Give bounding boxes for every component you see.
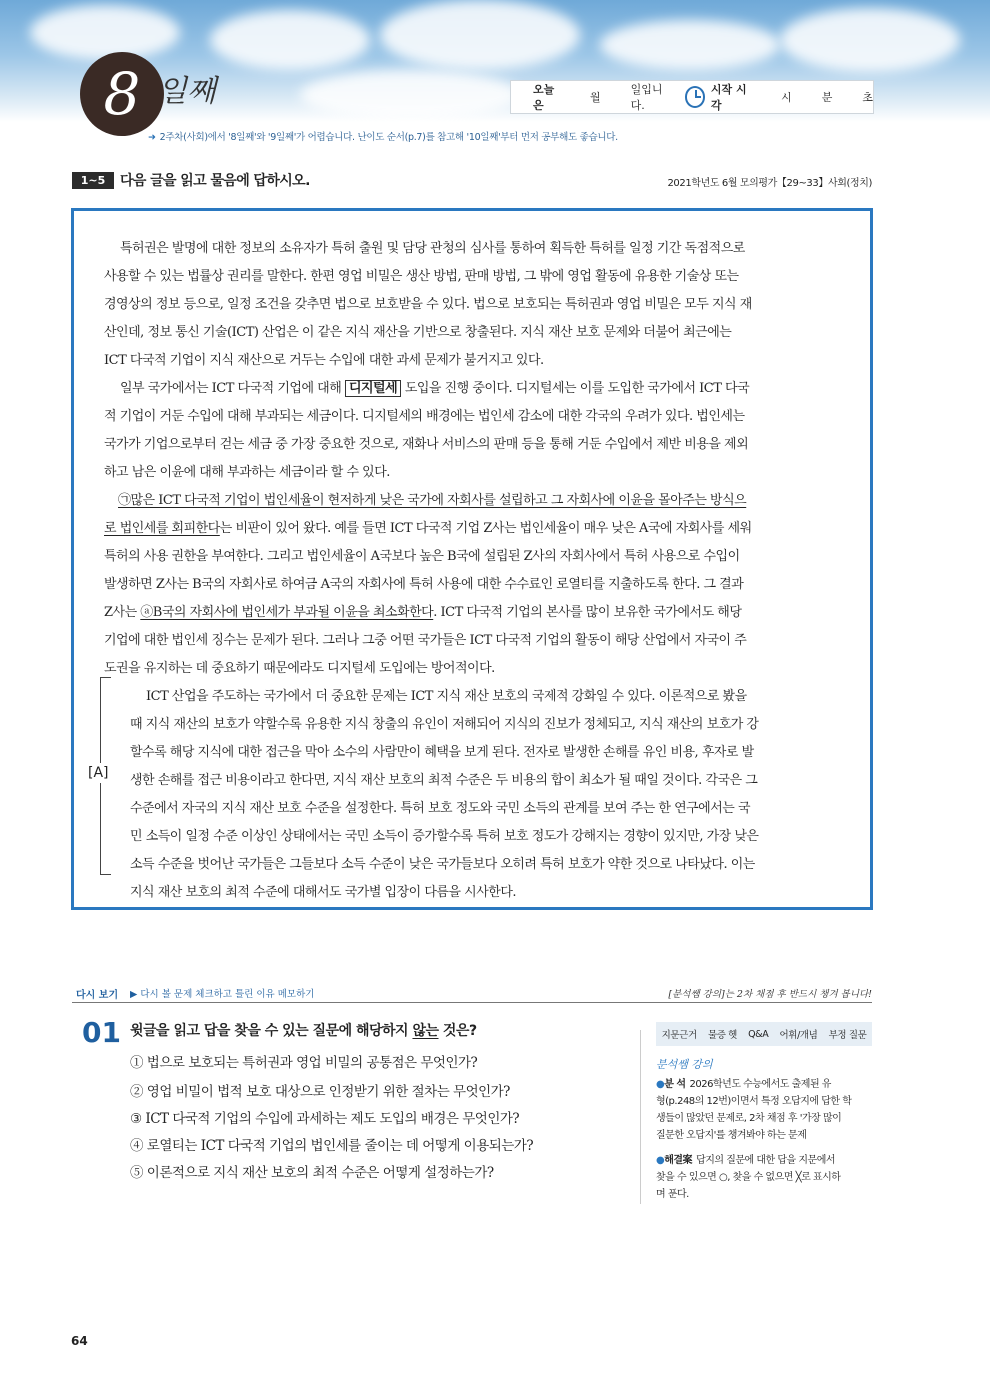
start-time-label: 시작 시각 xyxy=(710,83,747,112)
passage-line: 산인데, 정보 통신 기술(ICT) 산업은 이 같은 지식 재산을 기반으로 창출된다. 지식 재산 보호 문제와 더불어 최근에는 xyxy=(104,325,732,340)
passage-line: 기업에 대한 법인세 징수는 문제가 된다. 그러나 그중 어떤 국가들은 ICT 다국적 기업의 활동이 해당 산업에서 자국이 주 xyxy=(104,633,747,648)
passage-text: 도입을 진행 중이다. 디지털세는 이를 도입한 국가에서 ICT 다국 xyxy=(404,381,750,396)
lecture-line xyxy=(656,1076,874,1093)
passage-line: 할수록 해당 지식에 대한 접근을 막아 소수의 사람만이 혜택을 보게 된다. 전자로 발생한 손해를 유인 비용, 후자로 발 xyxy=(130,745,754,760)
clock-icon xyxy=(685,86,705,108)
lecture-line: 찾을 수 있으면 ○, 찾을 수 없으면 ╳로 표시하 xyxy=(656,1172,841,1183)
solution-label: 해결案 xyxy=(664,1155,693,1166)
lecture-line: 며 푼다. xyxy=(656,1189,689,1200)
task-source: 2021학년도 6월 모의평가【29~33】사회(정치) xyxy=(667,178,872,189)
lecture-title: 분석쌤 강의 xyxy=(656,1058,713,1071)
answer-choice-5[interactable]: ⑤ 이론적으로 지식 재산 보호의 최적 수준은 어떻게 설정하는가? xyxy=(130,1165,494,1181)
hour-label: 시 xyxy=(781,91,792,104)
lecture-line: 형(p.248의 12번)이면서 특정 오답지에 답한 학 xyxy=(656,1096,852,1107)
passage-line xyxy=(120,377,749,396)
passage-line: 특허권은 발명에 대한 정보의 소유자가 특허 출원 및 담당 관청의 심사를 통하여 획득한 특허를 일정 기간 독점적으로 xyxy=(120,241,745,256)
lecture-analysis xyxy=(656,1076,874,1144)
passage-line: 때 지식 재산의 보호가 약할수록 유용한 지식 창출의 유인이 저해되어 지식의 진보가 정체되고, 지식 재산의 보호가 강 xyxy=(130,717,759,732)
tag-item[interactable]: 어휘/개념 xyxy=(779,1030,818,1041)
lecture-text: 답지의 질문에 대한 답을 지문에서 xyxy=(696,1155,836,1166)
lecture-text: 2026학년도 수능에서도 출제된 유 xyxy=(689,1079,831,1090)
tag-item[interactable]: 물증 헷 xyxy=(707,1030,737,1041)
lecture-line: 생들이 많았던 문제로, 2차 채점 후 '가장 많이 xyxy=(656,1113,842,1124)
passage-line: 발생하면 Z사는 B국의 자회사로 하여금 A국의 자회사에 특허 사용에 대한 수수료인 로열티를 지출하도록 한다. 그 결과 xyxy=(104,577,744,592)
second-label: 초 xyxy=(862,91,873,104)
underlined-passage-b: ⓐB국의 자회사에 법인세가 부과될 이윤을 최소화한다 xyxy=(140,605,434,620)
underlined-passage-a-end: 로 법인세를 회피한다 xyxy=(104,521,220,536)
sidebar-divider xyxy=(640,1030,641,1204)
task-range-tag: 1~5 xyxy=(72,172,114,189)
passage-text: 일부 국가에서는 ICT 다국적 기업에 대해 xyxy=(120,381,342,396)
review-note: [분석쌤 강의]는 2차 채점 후 반드시 챙겨 봅니다! xyxy=(668,989,872,1000)
question-stem-text: 윗글을 읽고 답을 찾을 수 있는 질문에 해당하지 xyxy=(130,1023,413,1039)
analysis-label: 분 석 xyxy=(664,1079,686,1090)
divider xyxy=(72,1002,872,1003)
date-label: 오늘은 xyxy=(533,83,555,112)
lecture-line: 질문한 오답지'를 챙겨봐야 하는 문제 xyxy=(656,1130,807,1141)
tag-item[interactable]: Q&A xyxy=(748,1028,769,1040)
day-word: 일째 xyxy=(158,74,216,109)
passage-line: 민 소득이 일정 수준 이상인 상태에서는 국민 소득이 증가할수록 특허 보호 정도가 강해지는 경향이 있지만, 가장 낮은 xyxy=(130,829,759,844)
passage-line: 특허의 사용 권한을 부여한다. 그리고 법인세율이 A국보다 높은 B국에 설립된 Z사의 자회사에서 특허 사용으로 수입이 xyxy=(104,549,740,564)
task-title: 다음 글을 읽고 물음에 답하시오. xyxy=(120,173,310,189)
review-instruction: ▶ 다시 볼 문제 체크하고 틀린 이유 메모하기 xyxy=(130,989,315,1000)
passage-line: 경영상의 정보 등으로, 일정 조건을 갖추면 법으로 보호받을 수 있다. 법으로 보호되는 특허권과 영업 비밀은 모두 지식 재 xyxy=(104,297,752,312)
note-text: 2주차(사회)에서 '8일째'와 '9일째'가 어렵습니다. 난이도 순서(p.7)를 참고해 '10일째'부터 먼저 공부해도 좋습니다. xyxy=(159,132,618,143)
answer-choice-2[interactable]: ② 영업 비밀이 법적 보호 대상으로 인정받기 위한 절차는 무엇인가? xyxy=(130,1084,510,1100)
passage-line: 사용할 수 있는 법률상 권리를 말한다. 한편 영업 비밀은 생산 방법, 판매 방법, 그 밖에 영업 활동에 유용한 기술상 또는 xyxy=(104,269,739,284)
passage-line xyxy=(104,601,741,620)
day-label: 일입니다. xyxy=(630,83,663,112)
tag-item[interactable]: 부정 질문 xyxy=(828,1030,867,1041)
question-stem xyxy=(130,1020,477,1040)
bullet-icon: ● xyxy=(656,1155,665,1166)
question-stem-emphasis: 않는 xyxy=(412,1023,439,1039)
passage-line: 국가가 기업으로부터 걷는 세금 중 가장 중요한 것으로, 재화나 서비스의 판매 등을 통해 거둔 수입에서 제반 비용을 제외 xyxy=(104,437,749,452)
passage-line xyxy=(104,517,752,536)
passage-line: 도권을 유지하는 데 중요하기 때문에라도 디지털세 도입에는 방어적이다. xyxy=(104,661,495,676)
arrow-icon: ➜ xyxy=(148,132,156,143)
answer-choice-3[interactable]: ③ ICT 다국적 기업의 수입에 과세하는 제도 도입의 배경은 무엇인가? xyxy=(130,1111,520,1127)
question-tag-bar xyxy=(656,1022,872,1046)
page-number: 64 xyxy=(71,1334,88,1348)
passage-line: 지식 재산 보호의 최적 수준에 대해서도 국가별 입장이 다름을 시사한다. xyxy=(130,885,517,900)
passage-line: ICT 다국적 기업이 지식 재산으로 거두는 수입에 대한 과세 문제가 불거지고 있다. xyxy=(104,353,544,368)
answer-choice-1[interactable]: ① 법으로 보호되는 특허권과 영업 비밀의 공통점은 무엇인가? xyxy=(130,1055,478,1071)
passage-line: 하고 남은 이윤에 대해 부과하는 세금이라 할 수 있다. xyxy=(104,465,390,480)
day-number: 8 xyxy=(103,60,141,128)
passage-line: 소득 수준을 벗어난 국가들은 그들보다 소득 수준이 낮은 국가들보다 오히려 특허 보호가 약한 것으로 나타났다. 이는 xyxy=(130,857,755,872)
tag-item[interactable]: 지문근거 xyxy=(661,1030,697,1041)
study-note xyxy=(148,129,618,143)
passage-line: 적 기업이 거둔 수입에 대해 부과되는 세금이다. 디지털세의 배경에는 법인세 감소에 대한 각국의 우려가 있다. 법인세는 xyxy=(104,409,745,424)
minute-label: 분 xyxy=(821,91,833,104)
review-label: 다시 보기 xyxy=(76,990,119,1001)
underlined-passage-a: ㉠많은 ICT 다국적 기업이 법인세율이 현저하게 낮은 국가에 자회사를 설립하고 그 자회사에 이윤을 몰아주는 방식으 xyxy=(118,493,747,508)
passage-line: 생한 손해를 접근 비용이라고 한다면, 지식 재산 보호의 최적 수준은 두 비용의 합이 최소가 될 때일 것이다. 각국은 그 xyxy=(130,773,758,788)
passage-text: Z사는 xyxy=(104,605,137,620)
question-number: 01 xyxy=(82,1016,121,1049)
bullet-icon: ● xyxy=(656,1079,665,1090)
month-label: 월 xyxy=(590,91,601,104)
keyword-digital-tax: 디지털세 xyxy=(345,380,401,397)
passage-text: 는 비판이 있어 왔다. 예를 들면 ICT 다국적 기업 Z사는 법인세율이 매우 낮은 A국에 자회사를 세워 xyxy=(219,521,752,536)
lecture-line xyxy=(656,1152,874,1169)
study-info-bar xyxy=(510,80,874,114)
question-stem-text: 것은? xyxy=(438,1023,477,1039)
passage-text: . ICT 다국적 기업의 본사를 많이 보유한 국가에서도 해당 xyxy=(433,605,742,620)
day-number-badge xyxy=(80,52,164,136)
lecture-solution xyxy=(656,1152,874,1203)
answer-choice-4[interactable]: ④ 로열티는 ICT 다국적 기업의 법인세를 줄이는 데 어떻게 이용되는가? xyxy=(130,1138,534,1154)
passage-line: 수준에서 자국의 지식 재산 보호 수준을 설정한다. 특허 보호 정도와 국민 소득의 관계를 보여 주는 한 연구에서는 국 xyxy=(130,801,751,816)
bracket-a-label: [A] xyxy=(88,765,109,781)
passage-line: ICT 산업을 주도하는 국가에서 더 중요한 문제는 ICT 지식 재산 보호의 국제적 강화일 수 있다. 이론적으로 봤을 xyxy=(146,689,747,704)
